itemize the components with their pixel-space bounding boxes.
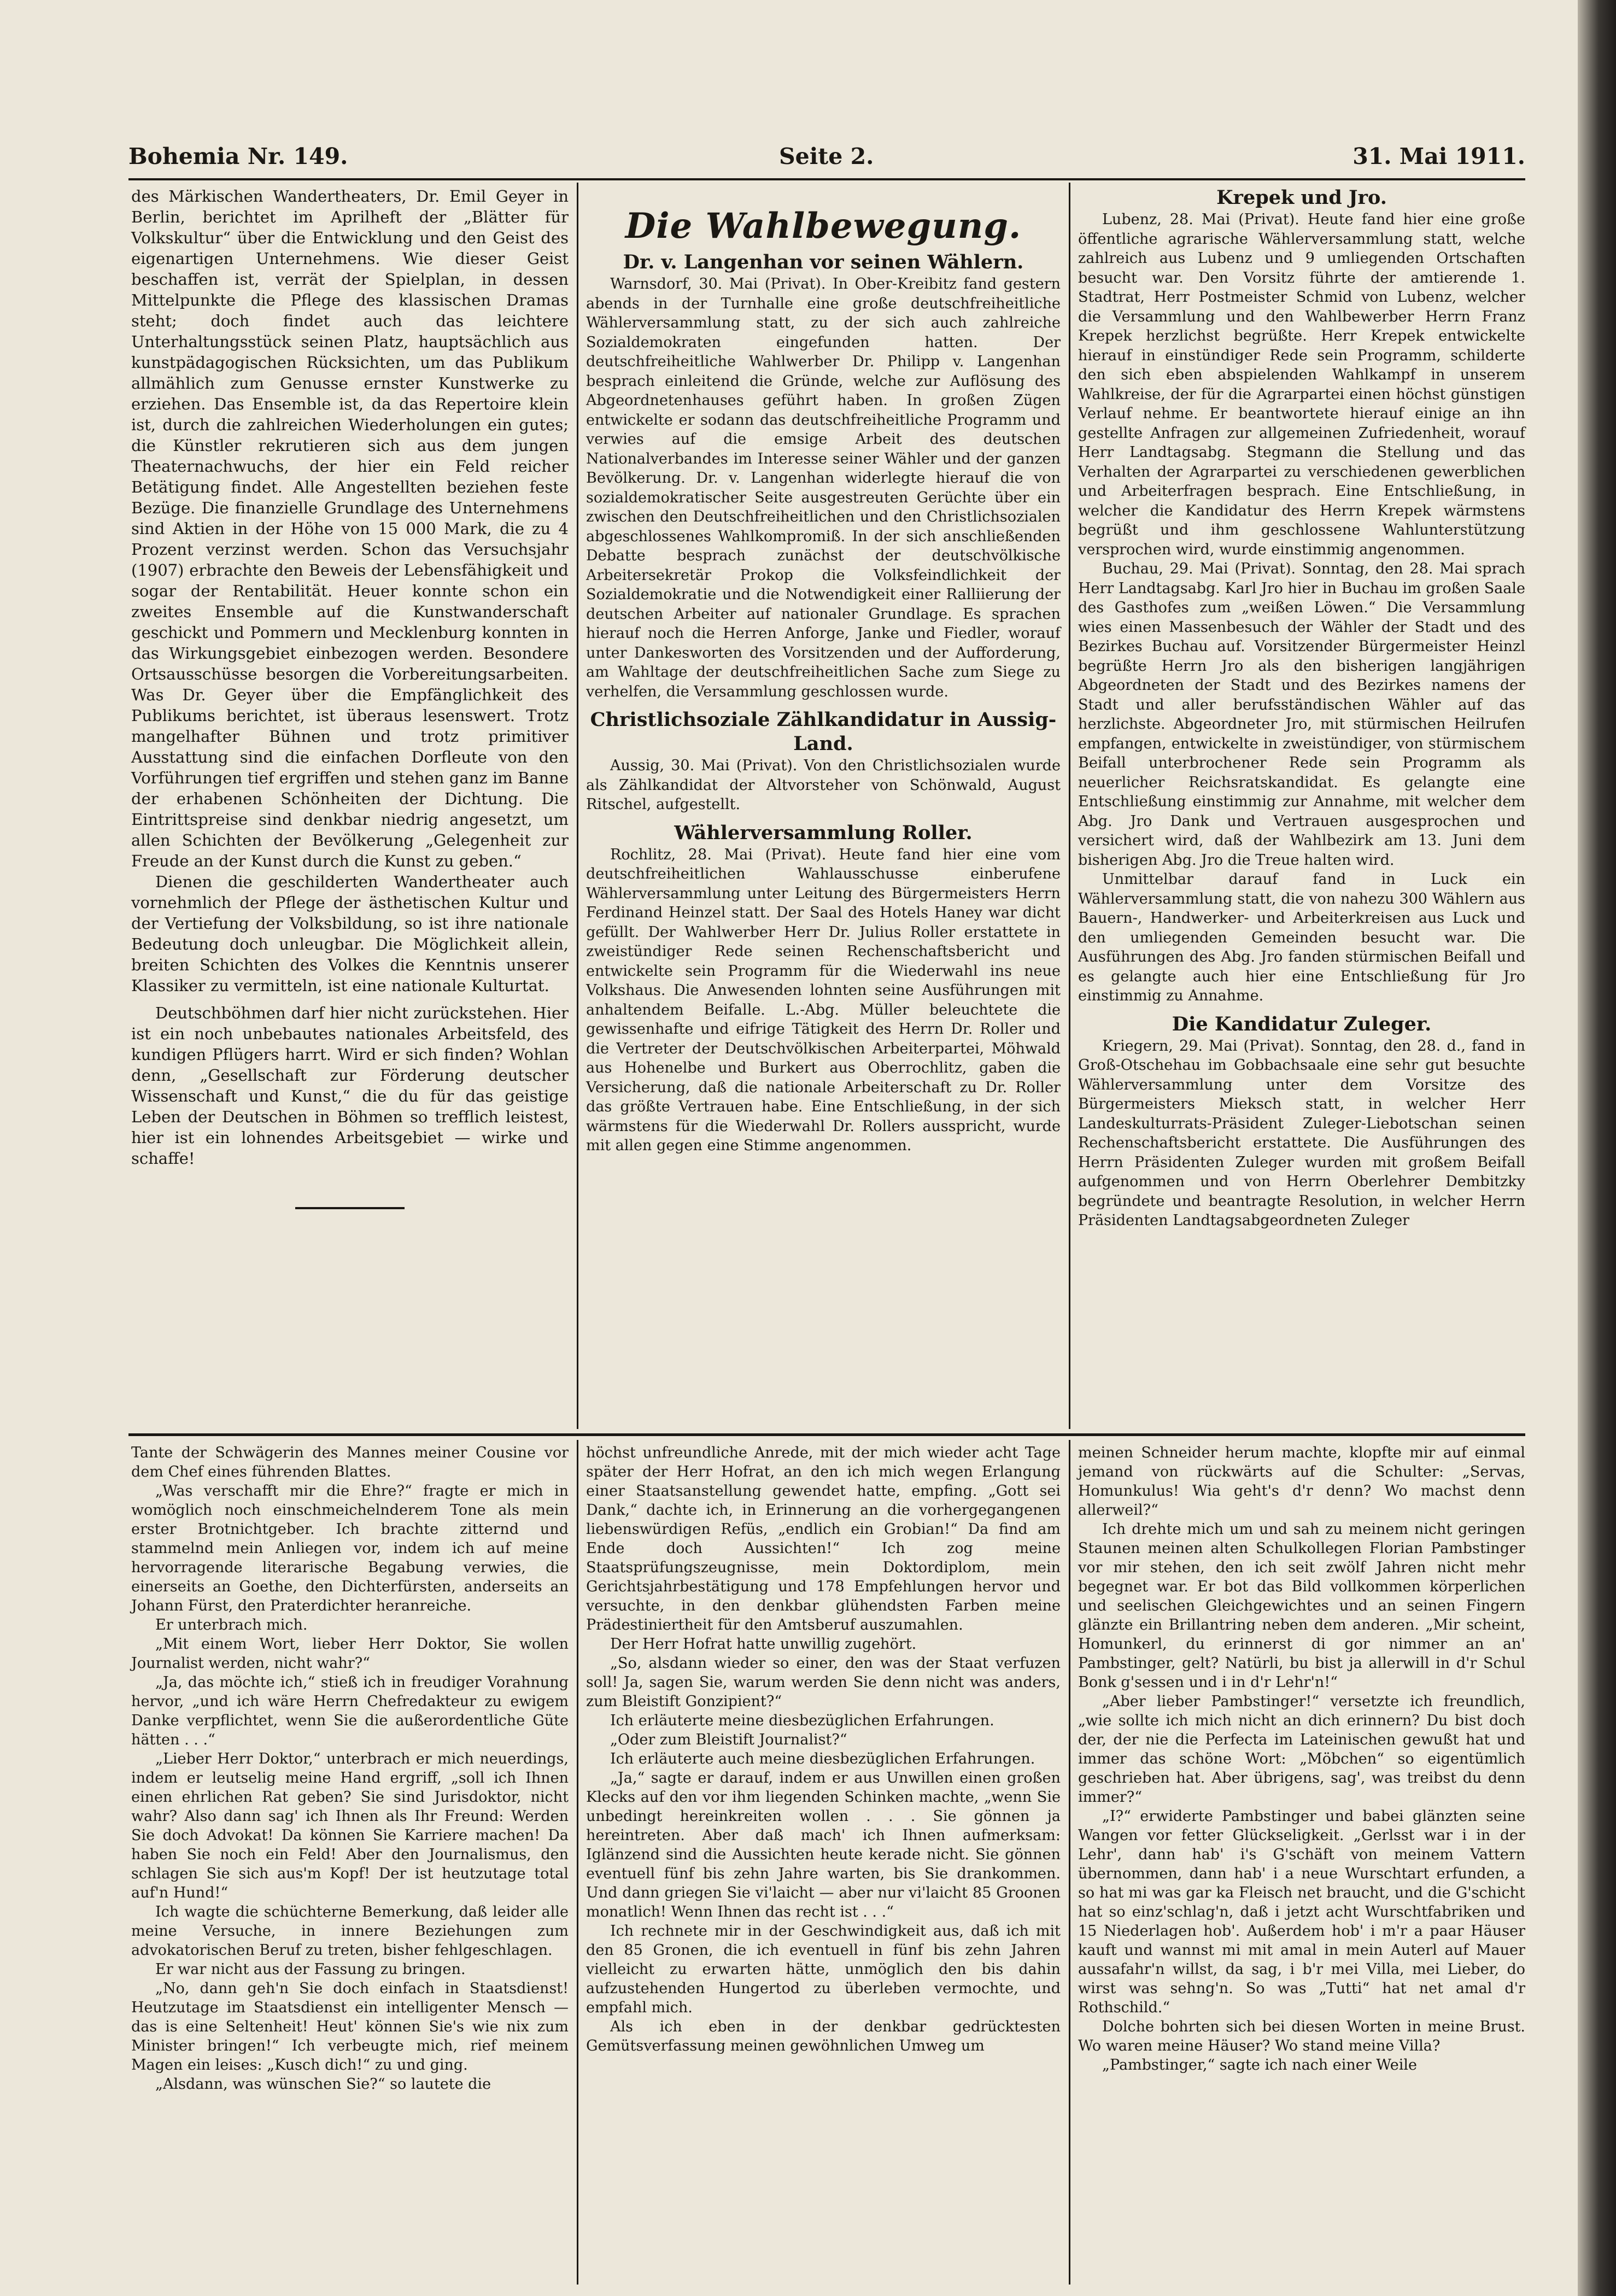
feuilleton-paragraph: „Mit einem Wort, lieber Herr Doktor, Sie wollen Journalist werden, nicht wahr?“: [131, 1636, 569, 1672]
article-paragraph: Aussig, 30. Mai (Privat). Von den Christlichsozialen wurde als Zählkandidat der Altvorsteher von Schönwald, August Ritschel, aufgestellt.: [586, 757, 1061, 813]
page-number: Seite 2.: [779, 143, 874, 169]
article-paragraph: Kriegern, 29. Mai (Privat). Sonntag, den 28. d., fand in Groß-Otschehau im Gobbachsaale eine sehr gut besuchte Wählerversammlung unter dem Vorsitze des Bürgermeisters Mieksch statt, in welcher Herr Landeskulturrats-Präsident Zuleger-Liebotschan seinen Rechenschaftsbericht erstattete. Die Ausführungen des Herrn Präsidenten Zuleger wurden mit großem Beifall aufgenommen und von Herrn Oberlehrer Dembitzky begründete und beantragte Resolution, in welcher Herrn Präsidenten Landtagsabgeordneten Zuleger: [1078, 1037, 1525, 1229]
feuilleton-paragraph: Er unterbrach mich.: [155, 1616, 308, 1633]
feuilleton-paragraph: Ich rechnete mir in der Geschwindigkeit aus, daß ich mit den 85 Gronen, die ich eventuell in fünf bis zehn Jahren vielleicht zu erwarten hätte, unmöglich den bis dahin aufzustehenden Hungertod zu überleben vermochte, und empfahl mich.: [586, 1923, 1061, 2016]
page-edge-shadow: [1578, 0, 1616, 2296]
feuilleton-paragraph: Tante der Schwägerin des Mannes meiner Cousine vor dem Chef eines führenden Blattes.: [131, 1444, 569, 1480]
feuilleton-paragraph: „No, dann geh'n Sie doch einfach in Staatsdienst! Heutzutage im Staatsdienst ein intelligenter Mensch — das is eine Seltenheit! Heut' können Sie's wie nix zum Minister bringen!“ Ich verbeugte mich, rief meinem Magen ein leises: „Kusch dich!“ zu und ging.: [131, 1980, 569, 2074]
column-divider-top-2: [1069, 183, 1070, 1429]
top-column-1: [131, 186, 569, 1209]
wandertheater-paragraph: Dienen die geschilderten Wandertheater auch vornehmlich der Pflege der ästhetischen Kultur und der Vertiefung der Volksbildung, so ist ihre nationale Bedeutung doch unleugbar. Die Möglichkeit allein, breiten Schichten des Volkes die Kenntnis unserer Klassiker zu vermitteln, ist eine nationale Kulturtat.: [131, 872, 569, 995]
feuilleton-paragraph: Ich erläuterte auch meine diesbezüglichen Erfahrungen.: [610, 1750, 1035, 1767]
feuilleton-paragraph: „So, alsdann wieder so einer, den was der Staat verfuzen soll! Ja, sagen Sie, warum werden Sie denn nicht was anders, zum Bleistift Gonzipient?“: [586, 1655, 1061, 1710]
article-paragraph: Buchau, 29. Mai (Privat). Sonntag, den 28. Mai sprach Herr Landtagsabg. Karl Jro hier in Buchau im großen Saale des Gasthofes zum „weißen Löwen.“ Die Versammlung wies einen Massenbesuch der Wähler der Stadt und des Bezirkes Buchau auf. Vorsitzender Bürgermeister Heinzl begrüßte Herrn Jro als den bisherigen langjährigen Abgeordneten der Stadt und des Bezirkes namens der Stadt und aller berufsständischen Wähler auf das herzlichste. Abgeordneter Jro, mit stürmischen Heilrufen empfangen, entwickelte in zweistündiger, von stürmischem Beifall unterbrochener Rede sein Programm als neuerlicher Reichsratskandidat. Es gelangte eine Entschließung einstimmig zur Annahme, mit welcher dem Abg. Jro Dank und Vertrauen ausgesprochen und versichert wird, daß der Wahlbezirk am 13. Juni dem bisherigen Abg. Jro die Treue halten wird.: [1078, 560, 1525, 869]
article-headline: Krepek und Jro.: [1216, 186, 1387, 209]
feuilleton-paragraph: „Was verschafft mir die Ehre?“ fragte er mich in womöglich noch einschmeichelnderem Tone als mein erster Brotnichtgeber. Ich brachte zitternd und stammelnd mein Anliegen vor, indem ich auf meine hervorragende literarische Begabung verwies, die einerseits an Goethe, den Dichterfürsten, anderseits an Johann Fürst, den Praterdichter heranreiche.: [131, 1483, 569, 1614]
article-paragraph: Rochlitz, 28. Mai (Privat). Heute fand hier eine vom deutschfreiheitlichen Wahlausschusse einberufene Wählerversammlung unter Leitung des Bürgermeisters Herrn Ferdinand Heinzel statt. Der Saal des Hotels Haney war dicht gefüllt. Der Wahlwerber Herr Dr. Julius Roller erstattete in zweistündiger Rede seinen Rechenschaftsbericht und entwickelte sein Programm für die Wiederwahl ins neue Volkshaus. Die Anwesenden lohnten seine Ausführungen mit anhaltendem Beifalle. L.-Abg. Müller beleuchtete die gewissenhafte und eifrige Tätigkeit des Herrn Dr. Roller und die Vertreter der Deutschvölkischen Arbeiterpartei, Möhwald aus Hohenelbe und Burkert aus Oberrochlitz, gaben die Versicherung, daß die nationale Arbeiterschaft zu Dr. Roller das größte Vertrauen habe. Eine Entschließung, in der sich wärmstens für die Wiederwahl Dr. Rollers ausspricht, wurde mit allen gegen eine Stimme angenommen.: [586, 846, 1061, 1154]
masthead-issue: Bohemia Nr. 149.: [128, 143, 348, 169]
wandertheater-paragraph: des Märkischen Wandertheaters, Dr. Emil Geyer in Berlin, berichtet im Aprilheft der „Blätter für Volkskultur“ über die Entwicklung und den Geist des eigenartigen Unternehmens. Wie dieser Geist beschaffen ist, verrät der Spielplan, in dessen Mittelpunkte die Pflege des klassischen Dramas steht; doch findet auch das leichtere Unterhaltungsstück seinen Platz, hauptsächlich aus kunstpädagogischen Rücksichten, um das Publikum allmählich zum Genusse ernster Kunstwerke zu erziehen. Das Ensemble ist, da das Repertoire klein ist, durch die zahlreichen Wiederholungen ein gutes; die Künstler rekrutieren sich aus dem jungen Theaternachwuchs, der hier ein Feld reicher Betätigung findet. Alle Angestellten beziehen feste Bezüge. Die finanzielle Grundlage des Unternehmens sind Aktien in der Höhe von 15 000 Mark, die zu 4 Prozent verzinst werden. Schon das Versuchsjahr (1907) erbrachte den Beweis der Lebensfähigkeit und sogar der Rentabilität. Heuer konnte schon ein zweites Ensemble auf die Kunstwanderschaft geschickt und Pommern und Mecklenburg konnten in das Wirkungsgebiet einbezogen werden. Besondere Ortsausschüsse besorgen die Vorbereitungsarbeiten. Was Dr. Geyer über die Empfänglichkeit des Publikums berichtet, ist überaus lesenswert. Trotz mangelhafter Bühnen und trotz primitiver Ausstattung sind die einfachen Dorfleute von den Vorführungen tief ergriffen und stehen ganz im Banne der erhabenen Schönheiten der Dichtung. Die Eintrittspreise sind denkbar niedrig angesetzt, um allen Schichten der Bevölkerung „Gelegenheit zur Freude an der Kunst durch die Kunst zu geben.“: [131, 187, 569, 870]
feuilleton-paragraph: höchst unfreundliche Anrede, mit der mich wieder acht Tage später der Herr Hofrat, an den ich mich wegen Erlangung einer Staatsanstellung gewendet hatte, empfing. „Gott sei Dank,“ dachte ich, in Erinnerung an die vorhergegangenen liebenswürdigen Refüs, „endlich ein Grobian!“ Da find am Ende doch Aussichten!“ Ich zog meine Staatsprüfungszeugnisse, mein Doktordiplom, mein Gerichtsjahrbestätigung und 178 Empfehlungen hervor und versuchte, in den denkbar glühendsten Farben meine Prädestiniertheit für den Amtsberuf auszumahlen.: [586, 1444, 1061, 1633]
feuilleton-column-2: [586, 1443, 1061, 2055]
column-divider-bottom-1: [577, 1440, 578, 2285]
feuilleton-paragraph: Der Herr Hofrat hatte unwillig zugehört.: [610, 1636, 917, 1653]
feuilleton-paragraph: „Aber lieber Pambstinger!“ versetzte ich freundlich, „wie sollte ich mich nicht an dich erinnern? Du bist doch der, der nie die Perfecta im Lateinischen gewußt hat und immer das schöne Wort: „Möbchen“ so eigentümlich geschrieben hat. Aber übrigens, sag', was treibst du denn immer?“: [1078, 1693, 1525, 1806]
section-title: Die Wahlbewegung.: [625, 206, 1022, 247]
feuilleton-paragraph: Dolche bohrten sich bei diesen Worten in meine Brust. Wo waren meine Häuser? Wo stand meine Villa?: [1078, 2018, 1525, 2054]
article-paragraph: Warnsdorf, 30. Mai (Privat). In Ober-Kreibitz fand gestern abends in der Turnhalle eine große deutschfreiheitliche Wählerversammlung statt, zu der sich auch zahlreiche Sozialdemokraten eingefunden hatten. Der deutschfreiheitliche Wahlwerber Dr. Philipp v. Langenhan besprach einleitend die Gründe, welche zur Auflösung des Abgeordnetenhauses geführt haben. In großen Zügen entwickelte er sodann das deutschfreiheitliche Programm und verwies auf die emsige Arbeit des deutschen Nationalverbandes im Interesse seiner Wähler und der ganzen Bevölkerung. Dr. v. Langenhan widerlegte hierauf die von sozialdemokratischer Seite ausgestreuten Gerüchte über ein zwischen den Deutschfreiheitlichen und den Christlichsozialen abgeschlossenes Wahlkompromiß. In der sich anschließenden Debatte besprach zunächst der deutschvölkische Arbeitersekretär Prokop die Volksfeindlichkeit der Sozialdemokratie und die Notwendigkeit einer Ralliierung der deutschen Arbeiter auf nationaler Grundlage. Es sprachen hierauf noch die Herren Anforge, Janke und Fiedler, worauf unter Dankesworten des Vorsitzenden und der Aufforderung, am Wahltage der deutschfreiheitlichen Sache zum Siege zu verhelfen, die Versammlung geschlossen wurde.: [586, 276, 1061, 700]
top-column-3: [1078, 186, 1525, 1231]
feuilleton-paragraph: „Oder zum Bleistift Journalist?“: [610, 1731, 847, 1748]
article-headline: Wählerversammlung Roller.: [674, 821, 973, 844]
feuilleton-paragraph: „Pambstinger,“ sagte ich nach einer Weile: [1102, 2057, 1418, 2074]
feuilleton-column-1: [131, 1443, 569, 2094]
article-headline: Die Kandidatur Zuleger.: [1172, 1012, 1432, 1035]
article-paragraph: Lubenz, 28. Mai (Privat). Heute fand hier eine große öffentliche agrarische Wählerversammlung statt, welche zahlreich aus Lubenz und 9 umliegenden Ortschaften besucht war. Den Vorsitz führte der amtierende 1. Stadtrat, Herr Postmeister Schmid von Lubenz, welcher die Versammlung und den Wahlbewerber Herrn Franz Krepek herzlichst begrüßte. Herr Krepek entwickelte hierauf in einstündiger Rede sein Programm, schilderte den sich eben abspielenden Wahlkampf in unserem Wahlkreise, der für die Agrarpartei einen höchst günstigen Verlauf nehme. Er beantwortete hierauf einige an ihn gestellte Anfragen zur allgemeinen Zufriedenheit, worauf Herr Landtagsabg. Stegmann die Stellung und das Verhalten der Agrarpartei zu verschiedenen gewerblichen und Arbeiterfragen besprach. Eine Entschließung, in welcher die Kandidatur des Herrn Krepek wärmstens begrüßt und ihm geschlossene Wahlunterstützung versprochen wird, wurde einstimmig angenommen.: [1078, 211, 1525, 558]
feuilleton-paragraph: „Ja,“ sagte er darauf, indem er aus Unwillen einen großen Klecks auf den vor ihm liegenden Schinken machte, „wenn Sie unbedingt hereinkreiten wollen . . . Sie gönnen ja hereintreten. Aber daß mach' ich Ihnen aufmerksam: Iglänzend sind die Aussichten heute kerade nicht. Sie gönnen eventuell fünf bis zehn Jahre warten, bis Sie drankommen. Und dann griegen Sie vi'laicht — aber nur vi'laicht 85 Groonen monatlich! Wenn Ihnen das recht ist . . .“: [586, 1770, 1061, 1920]
feuilleton-paragraph: Ich erläuterte meine diesbezüglichen Erfahrungen.: [610, 1712, 994, 1729]
feuilleton-paragraph: „Lieber Herr Doktor,“ unterbrach er mich neuerdings, indem er leutselig meine Hand ergriff, „soll ich Ihnen einen ehrlichen Rat geben? Sie sind Jurisdoktor, nicht wahr? Also dann sag' ich Ihnen als Ihr Freund: Werden Sie doch Advokat! Da können Sie Karriere machen! Da haben Sie noch ein Feld! Aber den Journalismus, den schlagen Sie sich aus'm Kopf! Der ist heutzutage total auf'n Hund!“: [131, 1750, 569, 1901]
feuilleton-paragraph: meinen Schneider herum machte, klopfte mir auf einmal jemand von rückwärts auf die Schulter: „Servas, Homunkulus! Wia geht's d'r denn? Wo machst denn allerweil?“: [1078, 1444, 1525, 1519]
feuilleton-paragraph: Ich wagte die schüchterne Bemerkung, daß leider alle meine Versuche, in innere Beziehungen zum advokatorischen Beruf zu treten, bisher fehlgeschlagen.: [131, 1903, 569, 1959]
feuilleton-paragraph: Er war nicht aus der Fassung zu bringen.: [155, 1961, 466, 1978]
column-divider-top-1: [577, 183, 578, 1429]
feuilleton-column-3: [1078, 1443, 1525, 2075]
page-header: [128, 143, 1525, 176]
wandertheater-paragraph: Deutschböhmen darf hier nicht zurückstehen. Hier ist ein noch unbebautes nationales Arbeitsfeld, des kundigen Pflügers harrt. Wird er sich finden? Wohlan denn, „Gesellschaft zur Förderung deutscher Wissenschaft und Kunst,“ die du für das geistige Leben der Deutschen in Böhmen so trefflich leistest, hier ist ein lohnendes Arbeitsgebiet — wirke und schaffe!: [131, 1004, 569, 1168]
article-headline: Dr. v. Langenhan vor seinen Wählern.: [623, 251, 1024, 273]
header-rule: [128, 178, 1525, 180]
article-paragraph: Unmittelbar darauf fand in Luck ein Wählerversammlung statt, die von nahezu 300 Wählern aus Bauern-, Handwerker- und Arbeiterkreisen aus Luck und den umliegenden Gemeinden besucht war. Die Ausführungen des Abg. Jro fanden stürmischen Beifall und es gelangte auch hier eine Entschließung für Jro einstimmig zu Annahme.: [1078, 871, 1525, 1004]
issue-date: 31. Mai 1911.: [1352, 143, 1525, 169]
article-end-rule: [295, 1207, 405, 1209]
feuilleton-paragraph: „I?“ erwiderte Pambstinger und babei glänzten seine Wangen vor fetter Glückseligkeit. „Gerlsst war i in der Lehr', dann hab' i's G'schäft von meinem Vattern übernommen, dann hab' i a neue Wurschtart erfunden, a so hat mi was gar ka Fleisch net braucht, und die G'schicht hat so einz'schlag'n, daß i jetzt acht Wurschtfabriken und 15 Niederlagen hob'. Außerdem hob' i m'r a paar Häuser kauft und wannst mi mit amal in mein Auterl auf Mauer aussafahr'n willst, da sag, i b'r mei Villa, mei Lieber, do wirst was sehng'n. So was „Tutti“ hat net amal d'r Rothschild.“: [1078, 1808, 1525, 2016]
feuilleton-rule: [128, 1433, 1525, 1436]
article-headline: Christlichsoziale Zählkandidatur in Aussig-Land.: [590, 708, 1057, 755]
top-column-2: [586, 202, 1061, 1156]
feuilleton-paragraph: Ich drehte mich um und sah zu meinem nicht geringen Staunen meinen alten Schulkollegen Florian Pambstinger vor mir stehen, den ich seit zwölf Jahren nicht mehr begegnet war. Er bot das Bild vollkommen körperlichen und seelischen Gleichgewichtes und an seinen Fingern glänzte ein Brillantring neben dem anderen. „Mir scheint, Homunkerl, du erinnerst di gor nimmer an an' Pambstinger, gelt? Natürli, bu bist ja allerwill in d'r Schul Bonk g'sessen und i in d'r Lehr'n!“: [1078, 1521, 1525, 1691]
feuilleton-paragraph: „Ja, das möchte ich,“ stieß ich in freudiger Vorahnung hervor, „und ich wäre Herrn Chefredakteur zu ewigem Danke verpflichtet, wenn Sie die außerordentliche Güte hätten . . .“: [131, 1674, 569, 1748]
feuilleton-paragraph: Als ich eben in der denkbar gedrücktesten Gemütsverfassung meinen gewöhnlichen Umweg um: [586, 2018, 1061, 2054]
column-divider-bottom-2: [1069, 1440, 1070, 2285]
feuilleton-paragraph: „Alsdann, was wünschen Sie?“ so lautete die: [155, 2076, 491, 2093]
